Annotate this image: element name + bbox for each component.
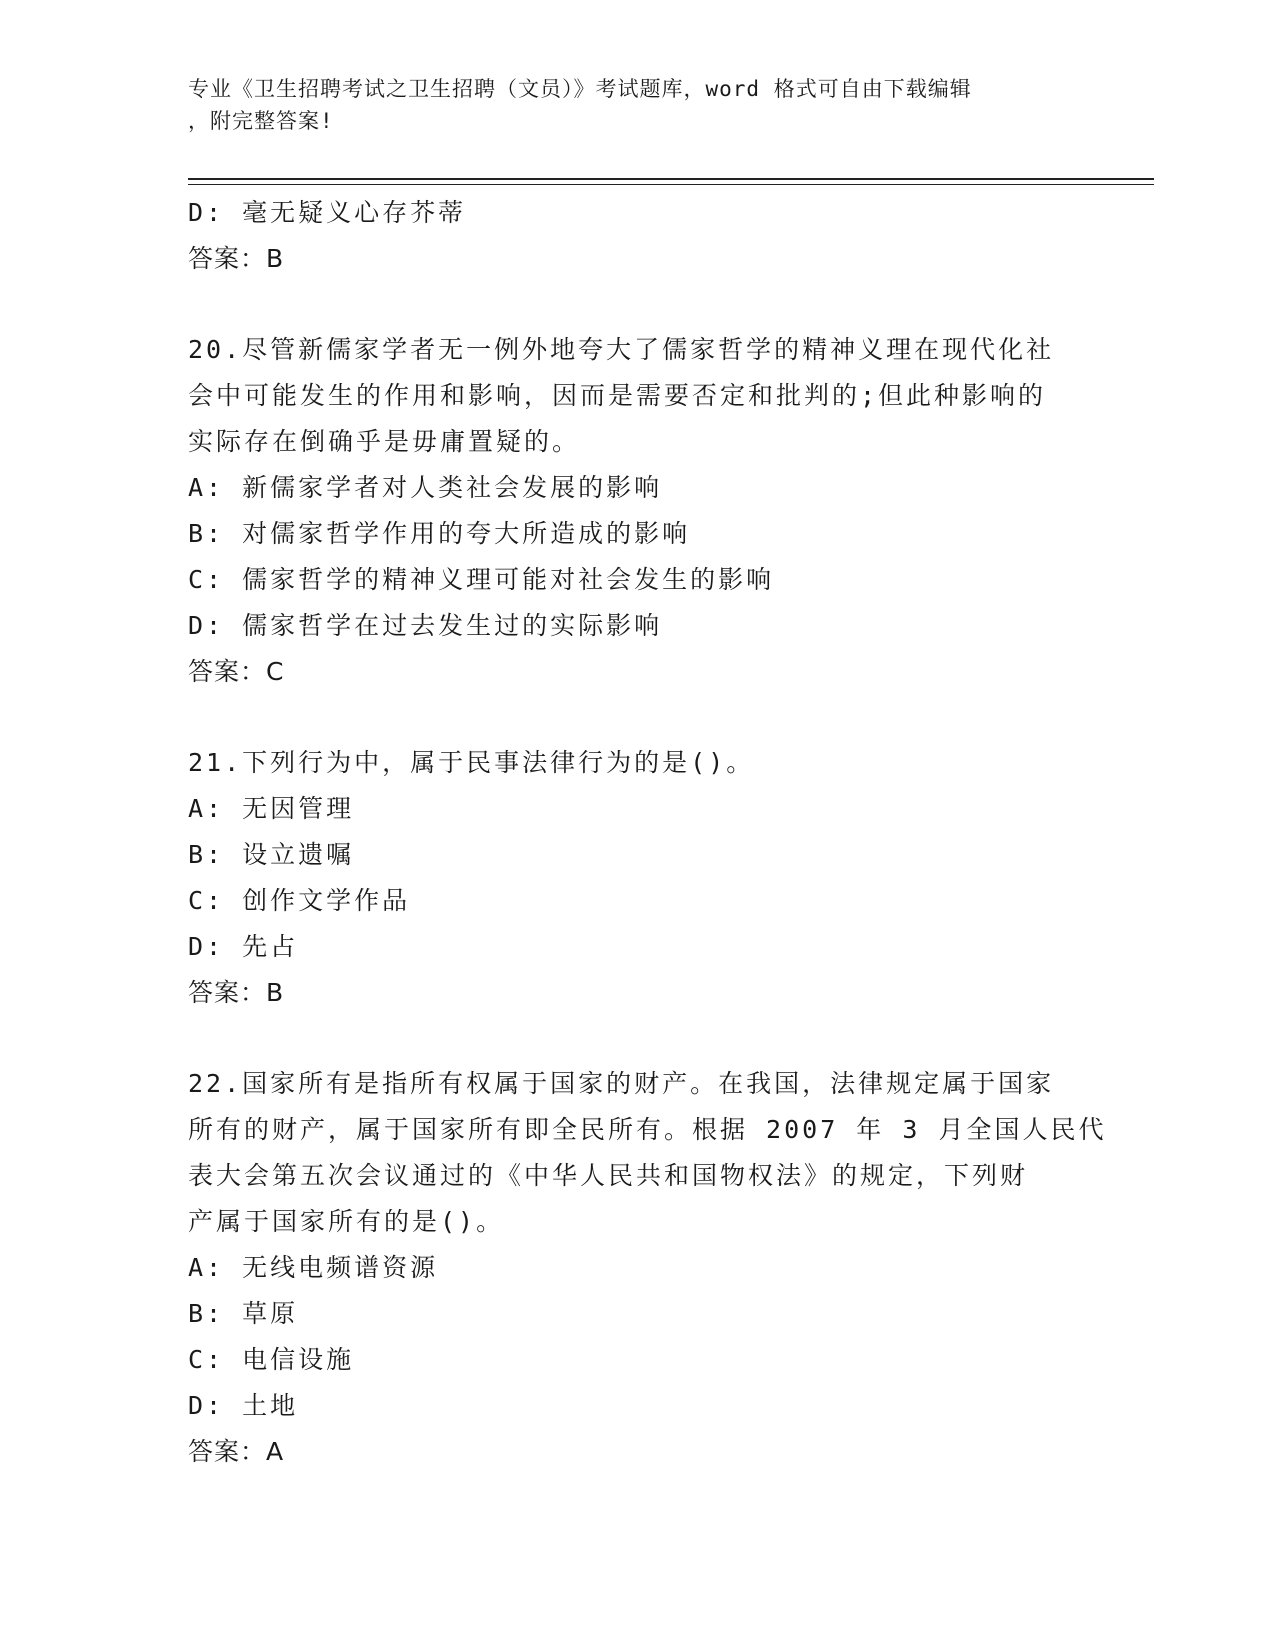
option-c: C: 创作文学作品 — [188, 886, 411, 915]
answer-line: 答案：B — [188, 244, 285, 273]
option-b: B: 设立遗嘱 — [188, 840, 355, 869]
question-22 — [188, 1061, 1107, 1475]
question-stem-line: 产属于国家所有的是()。 — [188, 1207, 505, 1236]
option-b: B: 草原 — [188, 1299, 299, 1328]
answer-line: 答案：B — [188, 978, 285, 1007]
option-b: B: 对儒家哲学作用的夸大所造成的影响 — [188, 519, 691, 548]
question-gap — [188, 282, 1088, 327]
question-21 — [188, 740, 1088, 1016]
option-d: D: 土地 — [188, 1391, 299, 1420]
question-stem-line: 所有的财产，属于国家所有即全民所有。根据 2007 年 3 月全国人民代 — [188, 1115, 1107, 1144]
option-c: C: 儒家哲学的精神义理可能对社会发生的影响 — [188, 565, 775, 594]
question-stem-line: 会中可能发生的作用和影响，因而是需要否定和批判的;但此种影响的 — [188, 381, 1047, 410]
option-a: A: 无因管理 — [188, 794, 355, 823]
option-d: D: 毫无疑义心存芥蒂 — [188, 198, 467, 227]
question-stem-line: 实际存在倒确乎是毋庸置疑的。 — [188, 427, 581, 456]
question-gap — [188, 1016, 1088, 1061]
header-rule-thin — [188, 184, 1154, 185]
question-stem-line: 22.国家所有是指所有权属于国家的财产。在我国，法律规定属于国家 — [188, 1069, 1055, 1098]
question-gap — [188, 695, 1088, 740]
question-list — [188, 190, 1107, 1475]
answer-line: 答案：A — [188, 1437, 285, 1466]
document-header — [188, 73, 1068, 137]
header-line-1: 专业《卫生招聘考试之卫生招聘（文员）》考试题库，word 格式可自由下载编辑 — [188, 77, 972, 101]
question-stem-line: 20.尽管新儒家学者无一例外地夸大了儒家哲学的精神义理在现代化社 — [188, 335, 1055, 364]
question-stem-line: 21.下列行为中，属于民事法律行为的是()。 — [188, 748, 755, 777]
option-c: C: 电信设施 — [188, 1345, 355, 1374]
answer-line: 答案：C — [188, 657, 285, 686]
option-a: A: 无线电频谱资源 — [188, 1253, 439, 1282]
option-d: D: 先占 — [188, 932, 299, 961]
question-20 — [188, 327, 1088, 695]
option-a: A: 新儒家学者对人类社会发展的影响 — [188, 473, 663, 502]
question-19-tail — [188, 190, 1088, 282]
header-line-2: ，附完整答案! — [188, 109, 334, 133]
header-rule-thick — [188, 178, 1154, 180]
question-stem-line: 表大会第五次会议通过的《中华人民共和国物权法》的规定，下列财 — [188, 1161, 1029, 1190]
option-d: D: 儒家哲学在过去发生过的实际影响 — [188, 611, 663, 640]
